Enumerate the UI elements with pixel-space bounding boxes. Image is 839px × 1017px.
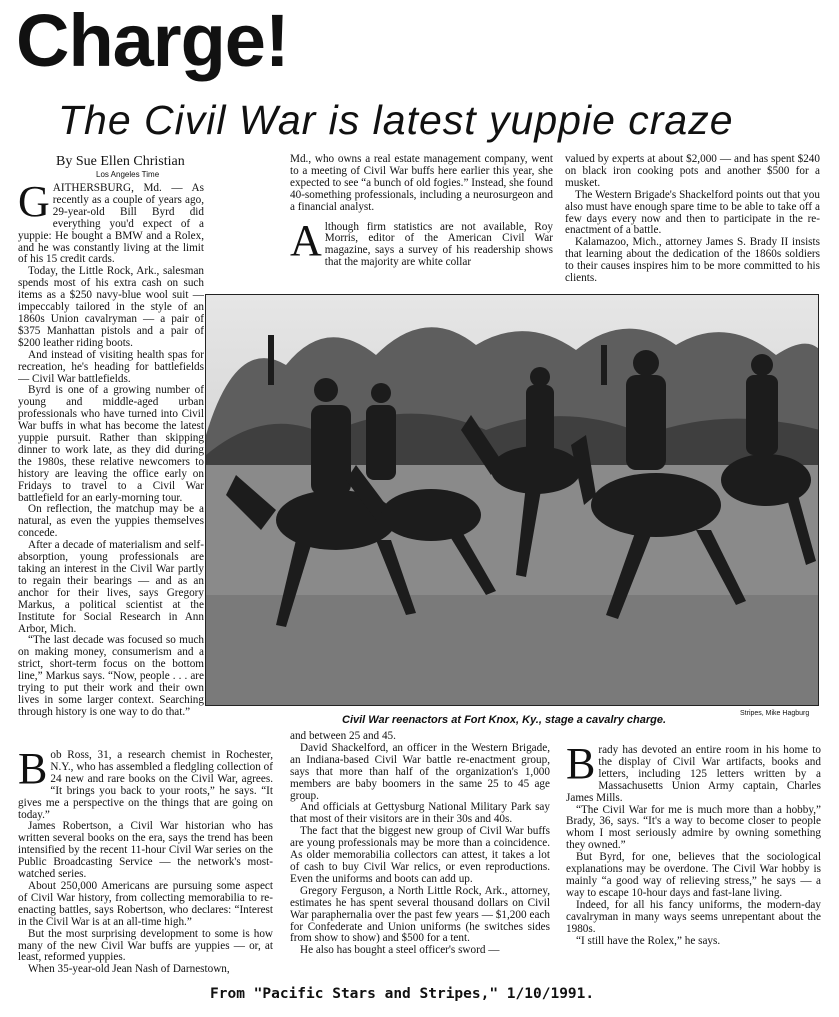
- bottom-column-1: [18, 750, 273, 976]
- paragraph: Brady has devoted an entire room in his home to the display of Civil War artifacts, books and letters, including 125 letters written by a Massachusetts Union Army captain, Charles James Mills.: [566, 745, 821, 804]
- paragraph: Kalamazoo, Mich., attorney James S. Brady II insists that learning about the dedication of the 1860s soldiers to their causes inspires him to be more committed to his clients.: [565, 236, 820, 285]
- column-1: [18, 183, 204, 743]
- paragraph: Indeed, for all his fancy uniforms, the modern-day cavalryman in many ways seems unrepentant about the 1980s.: [566, 898, 821, 935]
- byline: By Sue Ellen Christian: [56, 154, 185, 169]
- bottom-column-3: [566, 745, 821, 976]
- photo-credit: Stripes, Mike Hagburg: [740, 710, 810, 717]
- paragraph: Gregory Ferguson, a North Little Rock, Ark., attorney, estimates he has spent several thousand dollars on Civil War paraphernalia over the past few years — $1,200 each for Confederate and Union uniforms (he switches sides from show to show) and $500 for a tent.: [290, 884, 550, 945]
- paragraph: About 250,000 Americans are pursuing some aspect of Civil War history, from collecting memorabilia to re-enacting battles, says Robertson, who declares: “Interest in the Civil War is at an all-time high.”: [18, 879, 273, 928]
- drop-cap: B: [18, 750, 48, 793]
- paragraph: Byrd is one of a growing number of young and middle-aged urban professionals who have turned into Civil War buffs in what has become the latest yuppie pursuit. Rather than skipping dinner to work late, as they did during the 1980s, these relative newcomers to history are leaving the office early on Fridays to travel to a Civil War battlefield for an early-morning tour.: [18, 384, 204, 504]
- paragraph: But the most surprising development to some is how many of the new Civil War buffs are yuppies — or, at least, reformed yuppies.: [18, 927, 273, 964]
- paragraph: But Byrd, for one, believes that the sociological explanations may be overdone. The Civil War hobby is mainly “a good way of relieving stress,” he says — a way to escape 10-hour days and fast-lane living.: [566, 851, 821, 899]
- photo-illustration: [206, 295, 819, 706]
- drop-cap: A: [290, 215, 322, 265]
- paragraph: James Robertson, a Civil War historian who has written several books on the era, says the trend has been intensified by the recent 11-hour Civil War series on the Public Broadcasting Service — the network's most-watched series.: [18, 820, 273, 881]
- headline: Charge!: [16, 0, 289, 82]
- paragraph: David Shackelford, an officer in the Western Brigade, an Indiana-based Civil War battle re-enactment group, says that more than half of the organization's 1,000 members are baby boomers in the same 25 to 45 age group.: [290, 741, 550, 802]
- drop-cap: G: [18, 183, 50, 226]
- source-footer: From "Pacific Stars and Stripes," 1/10/1991.: [210, 986, 595, 1002]
- paragraph: and between 25 and 45.: [290, 731, 396, 742]
- bottom-column-2: [290, 731, 550, 976]
- paragraph: He also has bought a steel officer's sword —: [300, 944, 500, 957]
- paragraph: When 35-year-old Jean Nash of Darnestown,: [28, 963, 230, 976]
- paragraph: GAITHERSBURG, Md. — As recently as a couple of years ago, 29-year-old Bill Byrd did everything you'd expect of a yuppie: He bought a BMW and a Rolex, and he was constantly living at the limit of his 15 credit cards.: [18, 183, 204, 266]
- paragraph: “I still have the Rolex,” he says.: [576, 934, 721, 947]
- byline-source: Los Angeles Time: [96, 170, 160, 179]
- paragraph: valued by experts at about $2,000 — and has spent $240 on black iron cooking pots and another $500 for a musket.: [565, 154, 820, 189]
- paragraph: “The Civil War for me is much more than a hobby,” Brady, 36, says. “It's a way to become closer to people whom I most seriously admire by owning something they owned.”: [566, 803, 821, 852]
- drop-cap: B: [566, 745, 596, 788]
- cavalry-charge-photo: [205, 294, 819, 706]
- paragraph: Today, the Little Rock, Ark., salesman spends most of his extra cash on such items as a $250 navy-blue wool suit — impeccably tailored in the style of an 1860s Union cavalryman — a pair of $375 Manhattan pistols and a pair of $200 leather riding boots.: [18, 265, 204, 349]
- paragraph: Bob Ross, 31, a research chemist in Rochester, N.Y., who has assembled a fledgling collection of 24 new and rare books on the Civil War, agrees. “It brings you back to your roots,” he says. “It gives me a perspective on the things that are going on today.”: [18, 750, 273, 821]
- paragraph: The fact that the biggest new group of Civil War buffs are young professionals may be more than a coincidence. As older memorabilia collectors can attest, it takes a lot of cash to buy Civil War relics, or even reproductions. Even the uniforms and boots can add up.: [290, 825, 550, 885]
- paragraph: And officials at Gettysburg National Military Park say that most of their visitors are in their 30s and 40s.: [290, 801, 550, 826]
- subheadline: The Civil War is latest yuppie craze: [58, 97, 734, 143]
- paragraph: And instead of visiting health spas for recreation, he's heading for battlefields — Civil War battlefields.: [18, 348, 204, 385]
- paragraph: “The last decade was focused so much on making money, consumerism and a strict, short-term focus on the bottom line,” Markus says. “Now, people . . . are trying to put their work and their own lives in some larger context. Searching through history is one way to do that.”: [18, 634, 204, 718]
- paragraph: Although firm statistics are not available, Roy Morris, editor of the American Civil War magazine, says a survey of his readership shows that the majority are white collar: [290, 215, 553, 269]
- paragraph: On reflection, the matchup may be a natural, as even the yuppies themselves concede.: [18, 503, 204, 540]
- column-2: [290, 154, 553, 290]
- paragraph: The Western Brigade's Shackelford points out that you also must have enough spare time to be able to take off a few days every now and then to participate in the re-enactment of a battle.: [565, 188, 820, 237]
- column-3: [565, 154, 820, 290]
- paragraph: Md., who owns a real estate management company, went to a meeting of Civil War buffs here earlier this year, she expected to see “a bunch of old fogies.” Instead, she found 40-something professionals, including a neurosurgeon and a financial analyst.: [290, 154, 553, 213]
- paragraph: After a decade of materialism and self-absorption, young professionals are taking an interest in the Civil War partly to regain their bearings — and as an anchor for their lives, says Gregory Markus, a political scientist at the Institute for Social Research in Ann Arbor, Mich.: [18, 539, 204, 635]
- photo-caption: Civil War reenactors at Fort Knox, Ky., stage a cavalry charge.: [342, 714, 667, 726]
